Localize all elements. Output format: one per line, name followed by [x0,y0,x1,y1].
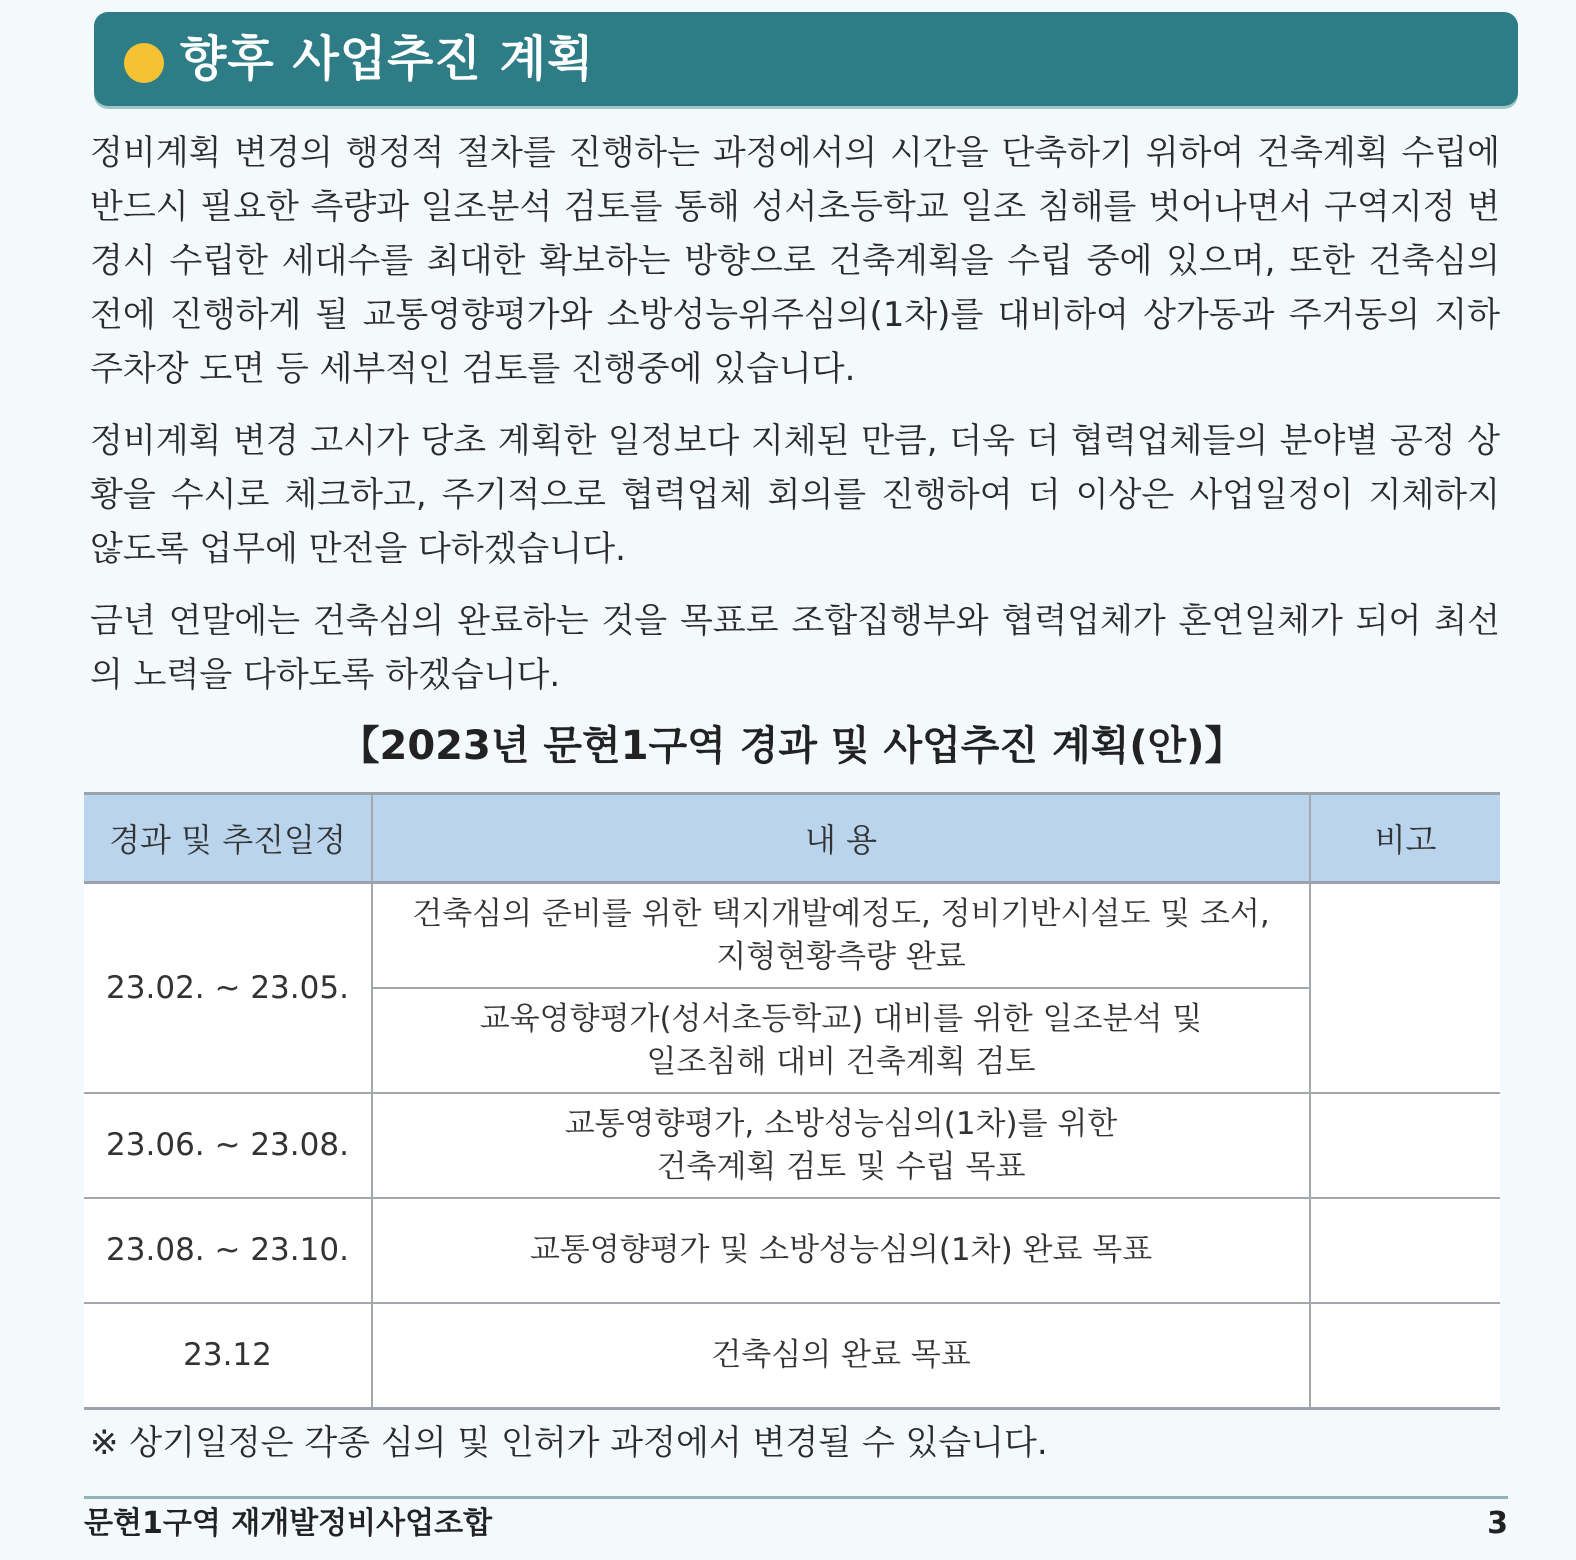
content-line: 일조침해 대비 건축계획 검토 [646,1043,1036,1080]
content-line: 건축심의 준비를 위한 택지개발예정도, 정비기반시설도 및 조서, [412,895,1270,932]
content-cell [372,1093,1310,1198]
note-cell [1310,1303,1500,1409]
section-banner [94,12,1518,106]
header-content: 내 용 [372,794,1310,883]
period-cell: 23.12 [84,1303,372,1409]
paragraph-plan: 정비계획 변경의 행정적 절차를 진행하는 과정에서의 시간을 단축하기 위하여 건축계획 수립에 반드시 필요한 측량과 일조분석 검토를 통해 성서초등학교 일조 침해를 벗어나면서 구역지정 변경시 수립한 세대수를 최대한 확보하는 방향으로 건축계획을 수립 중에 있으며, 또한 건축심의 전에 진행하게 될 교통영향평가와 소방성능위주심의(1차)를 대비하여 상가동과 주거동의 지하 주차장 도면 등 세부적인 검토를 진행중에 있습니다. [90,133,1500,389]
content-cell [372,883,1310,989]
content-line: 건축계획 검토 및 수립 목표 [656,1148,1026,1185]
footer-divider [84,1496,1508,1499]
table-row [84,1198,1500,1303]
schedule-footnote: ※ 상기일정은 각종 심의 및 인허가 과정에서 변경될 수 있습니다. [90,1423,1048,1463]
page-number: 3 [1487,1506,1508,1541]
table-row [84,1303,1500,1409]
paragraph-schedule-check: 정비계획 변경 고시가 당초 계획한 일정보다 지체된 만큼, 더욱 더 협력업체들의 분야별 공정 상황을 수시로 체크하고, 주기적으로 협력업체 회의를 진행하여 더 이상은 사업일정이 지체하지 않도록 업무에 만전을 다하겠습니다. [90,421,1500,569]
content-cell [372,1198,1310,1303]
table-title: 【2023년 문현1구역 경과 및 사업추진 계획(안)】 [339,723,1245,769]
header-period: 경과 및 추진일정 [84,794,372,883]
period-cell: 23.06. ~ 23.08. [84,1093,372,1198]
schedule-table [84,792,1500,1410]
note-cell [1310,1198,1500,1303]
content-line: 건축심의 완료 목표 [711,1337,971,1373]
content-cell [372,1303,1310,1409]
content-line: 교통영향평가, 소방성능심의(1차)를 위한 [564,1105,1118,1142]
content-cell [372,988,1310,1093]
content-line: 교육영향평가(성서초등학교) 대비를 위한 일조분석 및 [479,1000,1203,1037]
paragraph-goal: 금년 연말에는 건축심의 완료하는 것을 목표로 조합집행부와 협력업체가 혼연일체가 되어 최선의 노력을 다하도록 하겠습니다. [90,601,1500,695]
content-line: 지형현황측량 완료 [716,938,966,975]
footer-organization: 문현1구역 재개발정비사업조합 [84,1506,493,1541]
content-line: 교통영향평가 및 소방성능심의(1차) 완료 목표 [529,1232,1153,1268]
header-note: 비고 [1310,794,1500,883]
note-cell [1310,883,1500,1094]
table-row [84,883,1500,989]
period-cell: 23.08. ~ 23.10. [84,1198,372,1303]
bullet-dot-icon [124,43,164,83]
period-cell: 23.02. ~ 23.05. [84,883,372,1094]
table-row [84,1093,1500,1198]
note-cell [1310,1093,1500,1198]
section-title: 향후 사업추진 계획 [180,31,595,87]
table-header-row [84,794,1500,883]
